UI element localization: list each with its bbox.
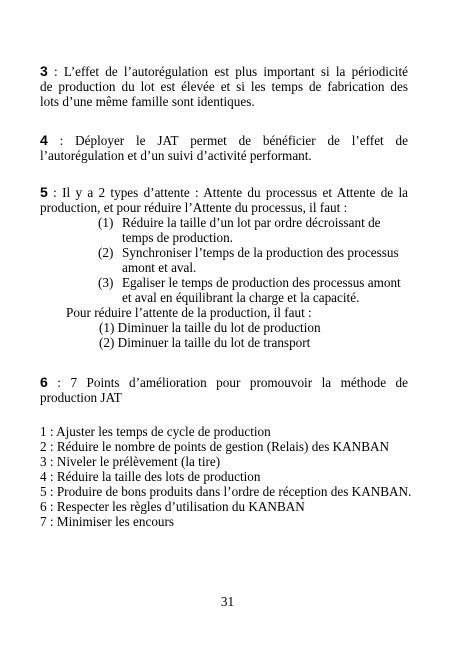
process-item-text-cont: temps de production. xyxy=(122,230,233,245)
process-item-text: Egaliser le temps de production des processus amont xyxy=(122,275,401,290)
process-item-text: Synchroniser l’temps de la production des processus xyxy=(122,245,399,260)
section-4-number: 4 xyxy=(40,132,48,148)
improvement-point: 2 : Réduire le nombre de points de gestion (Relais) des KANBAN xyxy=(40,439,390,454)
process-item-number: (3) xyxy=(98,275,114,290)
section-4-line-2: l’autorégulation et d’un suivi d’activité performant. xyxy=(40,148,312,163)
section-5 xyxy=(40,185,408,215)
section-4 xyxy=(40,133,408,163)
section-5-number: 5 xyxy=(40,184,48,200)
production-item: (2) Diminuer la taille du lot de transport xyxy=(99,335,311,350)
section-4-line-1: 4 : Déployer le JAT permet de bénéficier de l’effet de xyxy=(40,132,408,148)
process-item-number: (2) xyxy=(98,245,114,260)
section-3-line-3: lots d’une même famille sont identiques. xyxy=(40,94,255,109)
section-6-number: 6 xyxy=(40,374,48,390)
section-6-line-2: production JAT xyxy=(40,390,122,405)
section-5-line-1: 5 : Il y a 2 types d’attente : Attente du processus et Attente de la xyxy=(40,184,408,200)
section-6-line-1: 6 : 7 Points d’amélioration pour promouvoir la méthode de xyxy=(40,374,408,390)
improvement-point: 4 : Réduire la taille des lots de production xyxy=(40,469,261,484)
improvement-point: 6 : Respecter les règles d’utilisation du KANBAN xyxy=(40,499,305,514)
section-3-number: 3 xyxy=(40,63,48,79)
section-6 xyxy=(40,375,408,405)
improvement-point: 3 : Niveler le prélèvement (la tire) xyxy=(40,454,221,469)
section-3-line-2: de production du lot est élevée et si les temps de fabrication des xyxy=(40,79,408,94)
process-item-text-cont: et aval en équilibrant la charge et la capacité. xyxy=(122,290,360,305)
improvement-point: 7 : Minimiser les encours xyxy=(40,514,175,529)
production-intro: Pour réduire l’attente de la production, il faut : xyxy=(66,305,312,320)
improvement-point: 5 : Produire de bons produits dans l’ordre de réception des KANBAN. xyxy=(40,484,412,499)
improvement-point: 1 : Ajuster les temps de cycle de production xyxy=(40,424,271,439)
process-item-number: (1) xyxy=(98,215,114,230)
section-3 xyxy=(40,64,408,109)
production-item: (1) Diminuer la taille du lot de production xyxy=(99,320,321,335)
page-number: 31 xyxy=(220,594,235,609)
section-5-line-2: production, et pour réduire l’Attente du processus, il faut : xyxy=(40,200,348,215)
process-item-text: Réduire la taille d’un lot par ordre décroissant de xyxy=(122,215,381,230)
section-3-line-1: 3 : L’effet de l’autorégulation est plus important si la périodicité xyxy=(40,63,408,79)
process-item-text-cont: amont et aval. xyxy=(122,260,197,275)
